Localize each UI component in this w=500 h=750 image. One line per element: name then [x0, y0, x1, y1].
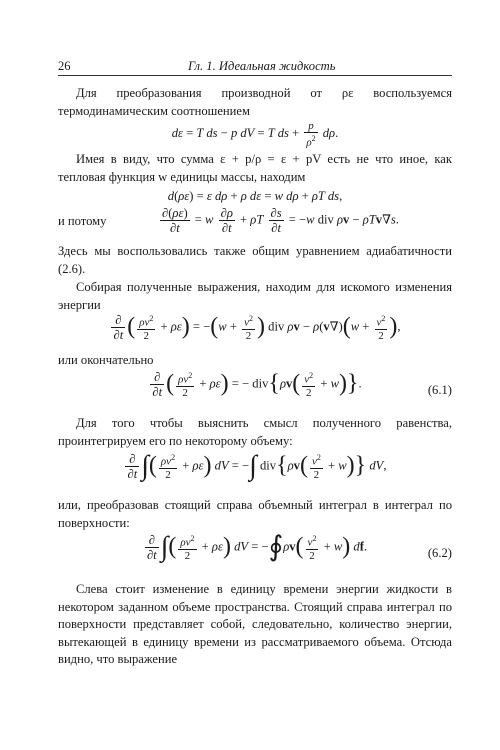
paragraph-integrate: Для того чтобы выяснить смысл полученного равенства, проинтегрируем его по некоторому объему:: [58, 416, 452, 448]
paragraph-surface-transform: или, преобразовав стоящий справа объемный интеграл в интеграл по поверхности:: [58, 498, 452, 530]
paragraph-hence: и потому: [58, 214, 107, 228]
equation-volume-integral: $\frac{\partial}{\partial t}$ ∫( $\frac{\rho v^2}{2}$ + ρε) dV = −∫ div{ρv( $\frac{v^2}{2}$ + w)} dV,: [127, 450, 387, 482]
equation-thermo-relation: dε = T ds − p dV = T ds + $\frac{p}{\rho^2}$ dρ.: [171, 120, 339, 149]
paragraph-heat-function: Имея в виду, что сумма ε + p/ρ = ε + pV есть не что иное, как тепловая функция w единицы массы, находим: [58, 152, 452, 184]
paragraph-interpretation: Слева стоит изменение в единицу времени энергии жидкости в некотором заданном объеме пространства. Стоящий справа интеграл по поверхности представляет собой, следовательно, количество энергии, вытекающей в единицу времени из рассматриваемого объема. Отсюда видно, что выражение: [58, 582, 452, 667]
page-header: [58, 58, 452, 76]
equation-time-derivative: $\frac{\partial(\rho\varepsilon)}{\partial t}$ = w $\frac{\partial\rho}{\partial t}$ + ρT $\frac{\partial s}{\partial t}$ = −w div ρv − ρTv∇s.: [162, 206, 399, 235]
paragraph-finally: или окончательно: [58, 353, 154, 367]
equation-d-rho-eps: d(ρε) = ε dρ + ρ dε = w dρ + ρT ds,: [167, 189, 343, 203]
paragraph-adiabatic-note: Здесь мы воспользовались также общим уравнением адиабатичности (2.6).: [58, 244, 452, 276]
page-number: 26: [58, 59, 71, 73]
equation-6-2: $\frac{\partial}{\partial t}$ ∫( $\frac{\rho v^2}{2}$ + ρε) dV = −∮ρv( $\frac{v^2}{2}$ + w) df. (6.2): [146, 531, 452, 563]
paragraph-collect: Собирая полученные выражения, находим для искомого изменения энергии: [58, 280, 452, 312]
equation-number-6-2: (6.2): [427, 546, 452, 560]
header-rule: [58, 75, 452, 76]
equation-number-6-1: (6.1): [427, 383, 452, 397]
equation-6-1: $\frac{\partial}{\partial t}$ ( $\frac{\rho v^2}{2}$ + ρε) = − div{ρv( $\frac{v^2}{2}$ + w)}. (6.1): [152, 370, 452, 399]
paragraph-thermo-intro: Для преобразования производной от ρε воспользуемся термодинамическим соотношением: [58, 86, 452, 118]
running-title: Гл. 1. Идеальная жидкость: [188, 59, 336, 73]
equation-energy-change: $\frac{\partial}{\partial t}$ ( $\frac{\rho v^2}{2}$ + ρε) = −(w + $\frac{v^2}{2}$ ) div ρv − ρ(v∇)(w + $\frac{v^2}{2}$ ),: [113, 313, 401, 342]
